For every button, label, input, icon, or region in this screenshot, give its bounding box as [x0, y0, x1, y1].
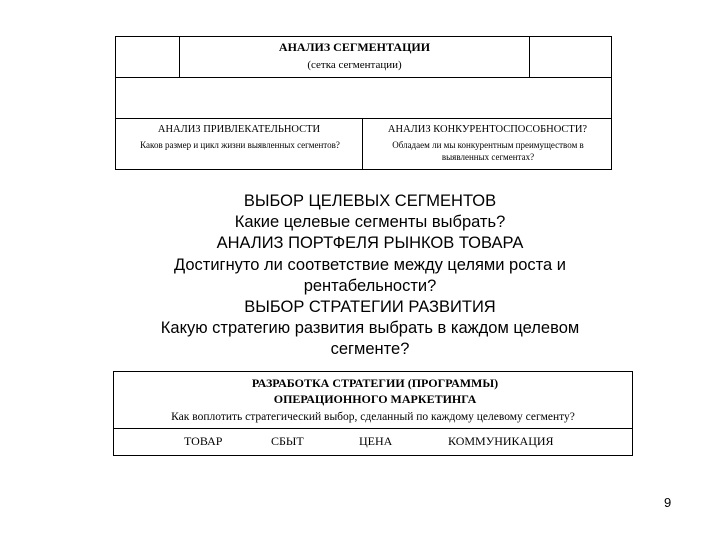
- segmentation-divider-bottom: [115, 118, 612, 119]
- development-question-line-1: Какую стратегию развития выбрать в каждом целевом: [160, 319, 580, 338]
- program-divider: [113, 428, 633, 429]
- attractiveness-title: АНАЛИЗ ПРИВЛЕКАТЕЛЬНОСТИ: [157, 124, 321, 135]
- mix-product: ТОВАР: [184, 434, 223, 448]
- mix-price: ЦЕНА: [359, 434, 393, 448]
- target-segments-question: Какие целевые сегменты выбрать?: [234, 213, 506, 232]
- target-segments-heading: ВЫБОР ЦЕЛЕВЫХ СЕГМЕНТОВ: [243, 192, 497, 210]
- attractiveness-question: Каков размер и цикл жизни выявленных сегментов?: [140, 140, 340, 150]
- segmentation-divider-top: [115, 77, 612, 78]
- portfolio-question-line-1: Достигнуто ли соответствие между целями роста и: [173, 255, 566, 274]
- mix-communication: КОММУНИКАЦИЯ: [448, 434, 554, 448]
- program-title-line-2: ОПЕРАЦИОННОГО МАРКЕТИНГА: [273, 392, 477, 406]
- development-strategy-heading: ВЫБОР СТРАТЕГИИ РАЗВИТИЯ: [244, 298, 496, 317]
- competitiveness-question: Обладаем ли мы конкурентным преимуществом в выявленных сегментах?: [392, 140, 584, 162]
- portfolio-question-line-2: рентабельности?: [303, 276, 437, 295]
- portfolio-analysis-heading: АНАЛИЗ ПОРТФЕЛЯ РЫНКОВ ТОВАРА: [216, 234, 524, 253]
- page-number: 9: [664, 495, 672, 510]
- mix-distribution: СБЫТ: [271, 434, 304, 448]
- competitiveness-title: АНАЛИЗ КОНКУРЕНТОСПОСОБНОСТИ?: [387, 124, 588, 135]
- segmentation-left-cell: [115, 36, 180, 78]
- program-title-line-1: РАЗРАБОТКА СТРАТЕГИИ (ПРОГРАММЫ): [251, 376, 499, 390]
- segmentation-right-cell: [529, 36, 612, 78]
- segmentation-title: АНАЛИЗ СЕГМЕНТАЦИИ: [278, 40, 431, 54]
- program-question: Как воплотить стратегический выбор, сделанный по каждому целевому сегменту?: [171, 411, 575, 423]
- development-question-line-2: сегменте?: [330, 340, 410, 359]
- segmentation-subtitle: (сетка сегментации): [307, 59, 402, 71]
- strategy-selection-text: [110, 191, 630, 361]
